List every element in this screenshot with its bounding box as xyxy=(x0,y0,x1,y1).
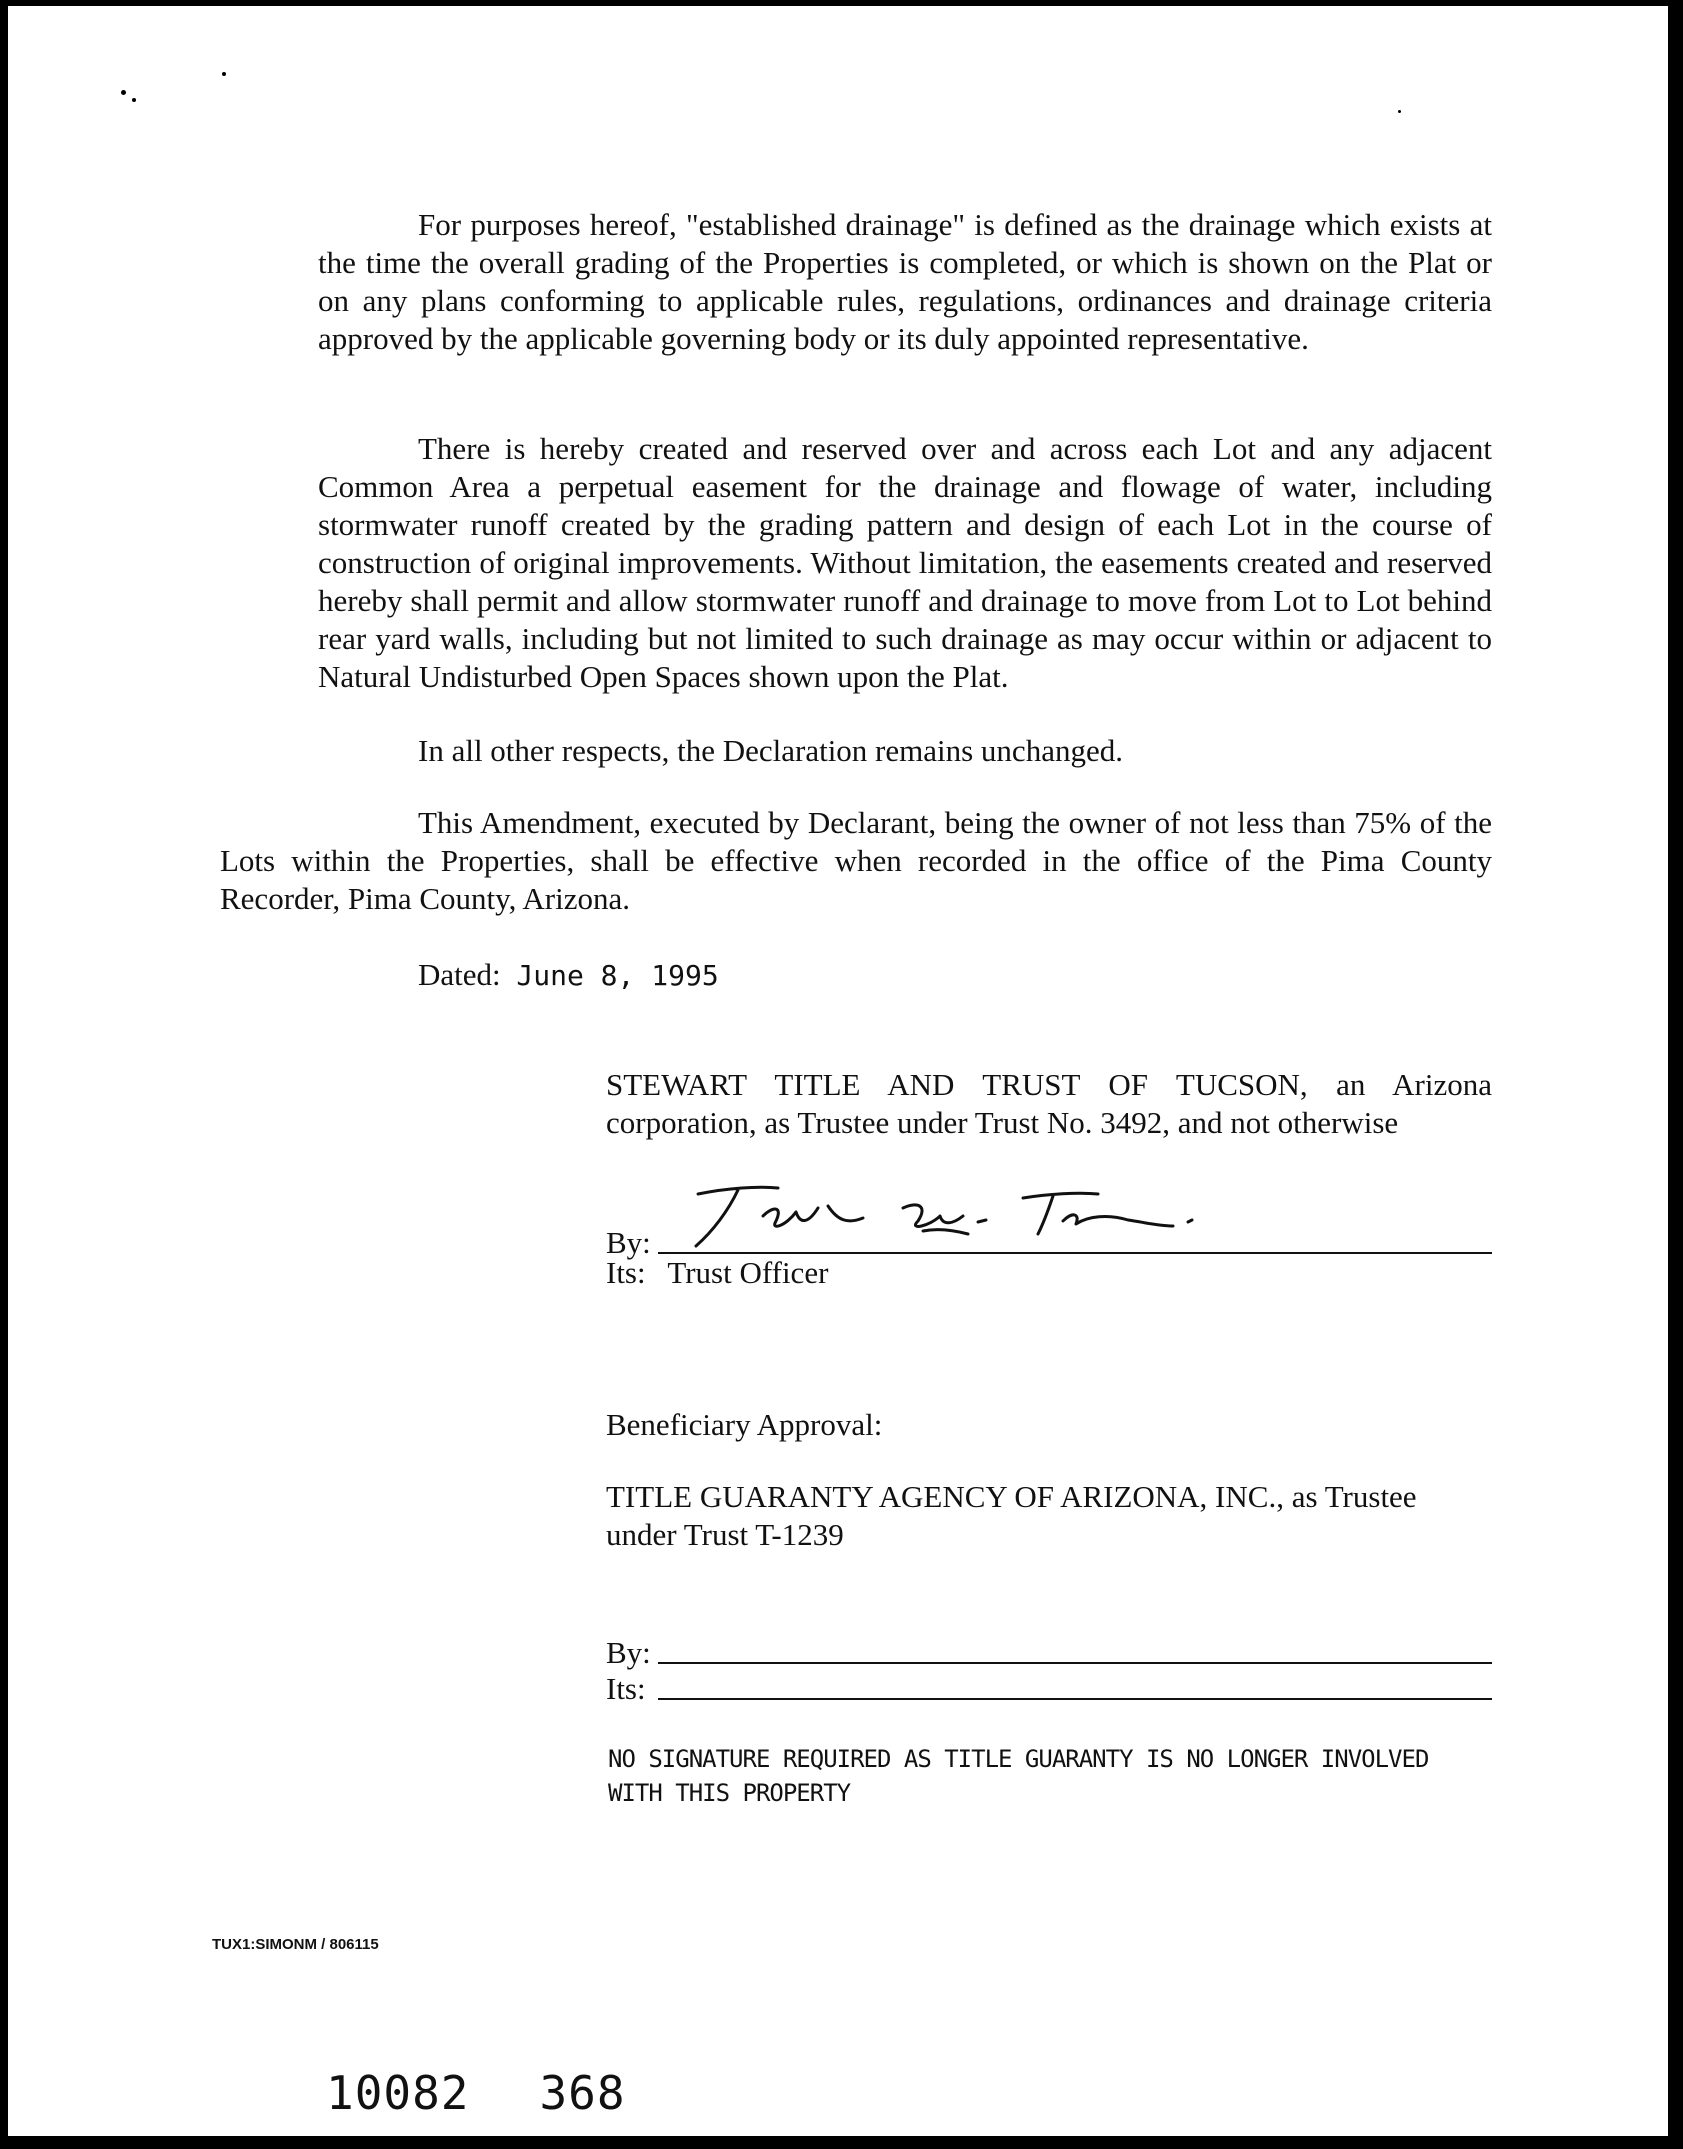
trustee-its-label: Its: xyxy=(606,1255,646,1290)
paragraph-amendment-effective: This Amendment, executed by Declarant, being the owner of not less than 75% of the Lots within the Properties, shall be effective when recorded in the office of the Pima County Recorder, Pima County, Arizona. xyxy=(220,805,1492,916)
trustee-name: STEWART TITLE AND TRUST OF TUCSON, an Arizona corporation, as Trustee under Trust No. 3492, and not otherwise xyxy=(606,1067,1492,1140)
scan-speck xyxy=(222,72,226,76)
beneficiary-its-line xyxy=(658,1698,1492,1700)
document-page xyxy=(8,6,1668,2136)
scan-speck xyxy=(132,98,136,102)
scan-speck xyxy=(121,90,126,95)
paragraph-established-drainage: For purposes hereof, "established drainage" is defined as the drainage which exists at the time the overall grading of the Properties is completed, or which is shown on the Plat or on any plans conforming to applicable rules, regulations, ordinances and drainage criteria approved by the applicable governing body or its duly appointed representative. xyxy=(318,207,1492,356)
dated-label: Dated: xyxy=(418,957,501,992)
handwritten-signature xyxy=(668,1176,1208,1256)
footer-file-code: TUX1:SIMONM / 806115 xyxy=(212,1936,379,1953)
paragraph-easement: There is hereby created and reserved over and across each Lot and any adjacent Common Area a perpetual easement for the drainage and flowage of water, including stormwater runoff created by the grading pattern and design of each Lot in the course of construction of original improvements. Without limitation, the easements created and reserved hereby shall permit and allow stormwater runoff and drainage to move from Lot to Lot behind rear yard walls, including but not limited to such drainage as may occur within or adjacent to Natural Undisturbed Open Spaces shown upon the Plat. xyxy=(318,431,1492,694)
beneficiary-heading: Beneficiary Approval: xyxy=(606,1407,883,1442)
trustee-its-value: Trust Officer xyxy=(667,1255,829,1290)
scan-speck xyxy=(1398,110,1401,113)
no-signature-notice: NO SIGNATURE REQUIRED AS TITLE GUARANTY IS NO LONGER INVOLVED WITH THIS PROPERTY xyxy=(608,1745,1429,1807)
page-number: 368 xyxy=(539,2066,626,2120)
paragraph-declaration-unchanged: In all other respects, the Declaration remains unchanged. xyxy=(418,733,1123,768)
beneficiary-by-label: By: xyxy=(606,1635,651,1670)
trustee-by-label: By: xyxy=(606,1225,651,1260)
beneficiary-name: TITLE GUARANTY AGENCY OF ARIZONA, INC., as Trustee under Trust T-1239 xyxy=(606,1479,1417,1552)
dated-line xyxy=(418,956,719,995)
beneficiary-by-line xyxy=(658,1662,1492,1664)
dated-value: June 8, 1995 xyxy=(516,959,719,992)
trustee-its-line xyxy=(606,1254,828,1292)
beneficiary-its-label: Its: xyxy=(606,1671,646,1706)
page-numbers xyxy=(326,2066,696,2120)
docket-number: 10082 xyxy=(326,2066,470,2120)
